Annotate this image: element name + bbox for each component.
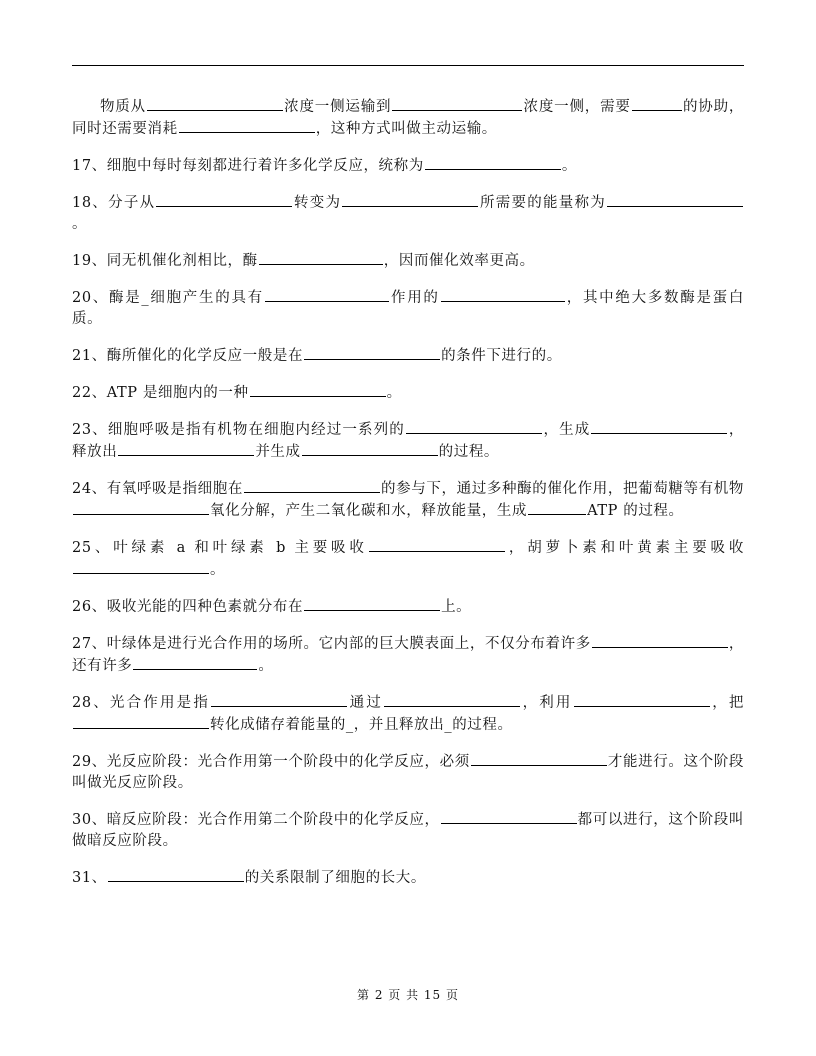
- question-30: 30、暗反应阶段：光合作用第二个阶段中的化学反应， 都可以进行，这个阶段叫做暗反应阶段。: [72, 809, 744, 852]
- answer-blank[interactable]: [265, 287, 389, 302]
- answer-blank[interactable]: [607, 192, 743, 207]
- answer-blank[interactable]: [118, 441, 254, 456]
- answer-blank[interactable]: [574, 692, 710, 707]
- question-16: 物质从 浓度一侧运输到 浓度一侧，需要 的协助，同时还需要消耗 ，这种方式叫做主动运输。: [72, 96, 744, 140]
- answer-blank[interactable]: [73, 500, 209, 515]
- question-19: 19、同无机催化剂相比，酶 ，因而催化效率更高。: [72, 250, 744, 272]
- answer-blank[interactable]: [528, 500, 586, 515]
- question-23: 23、细胞呼吸是指有机物在细胞内经过一系列的 ，生成 ，释放出 并生成 的过程。: [72, 419, 744, 463]
- question-24: 24、有氧呼吸是指细胞在 的参与下，通过多种酶的催化作用，把葡萄糖等有机物氧化分解，产生二氧化碳和水，释放能量，生成 ATP 的过程。: [72, 478, 744, 522]
- answer-blank[interactable]: [147, 96, 283, 111]
- answer-blank[interactable]: [591, 419, 727, 434]
- answer-blank[interactable]: [133, 655, 257, 670]
- answer-blank[interactable]: [392, 96, 522, 111]
- answer-blank[interactable]: [108, 867, 244, 882]
- worksheet-body: [72, 96, 744, 904]
- question-17: 17、细胞中每时每刻都进行着许多化学反应，统称为 。: [72, 155, 744, 177]
- question-29: 29、光反应阶段：光合作用第一个阶段中的化学反应，必须 才能进行。这个阶段叫做光反应阶段。: [72, 751, 744, 794]
- answer-blank[interactable]: [471, 751, 607, 766]
- question-25: 25、叶绿素 a 和叶绿素 b 主要吸收 ，胡萝卜素和叶黄素主要吸收。: [72, 537, 744, 581]
- question-28: 28、光合作用是指 通过 ，利用 ，把转化成储存着能量的_，并且释放出_的过程。: [72, 692, 744, 736]
- answer-blank[interactable]: [304, 345, 440, 360]
- answer-blank[interactable]: [73, 714, 209, 729]
- answer-blank[interactable]: [592, 633, 728, 648]
- answer-blank[interactable]: [179, 118, 315, 133]
- answer-blank[interactable]: [304, 596, 440, 611]
- question-31: 31、 的关系限制了细胞的长大。: [72, 867, 744, 889]
- answer-blank[interactable]: [406, 419, 542, 434]
- question-20: 20、酶是_细胞产生的具有 作用的 ，其中绝大多数酶是蛋白质。: [72, 287, 744, 330]
- answer-blank[interactable]: [73, 559, 209, 574]
- answer-blank[interactable]: [425, 155, 561, 170]
- answer-blank[interactable]: [302, 441, 438, 456]
- answer-blank[interactable]: [632, 96, 682, 111]
- question-21: 21、酶所催化的化学反应一般是在 的条件下进行的。: [72, 345, 744, 367]
- question-27: 27、叶绿体是进行光合作用的场所。它内部的巨大膜表面上，不仅分布着许多 ，还有许多 。: [72, 633, 744, 677]
- answer-blank[interactable]: [211, 692, 347, 707]
- answer-blank[interactable]: [384, 692, 520, 707]
- answer-blank[interactable]: [259, 250, 383, 265]
- question-18: 18、分子从 转变为 所需要的能量称为。: [72, 192, 744, 235]
- page-number: 第 2 页 共 15 页: [357, 988, 459, 1002]
- answer-blank[interactable]: [250, 382, 386, 397]
- answer-blank[interactable]: [441, 287, 565, 302]
- answer-blank[interactable]: [441, 809, 577, 824]
- answer-blank[interactable]: [244, 478, 380, 493]
- answer-blank[interactable]: [369, 537, 505, 552]
- answer-blank[interactable]: [342, 192, 478, 207]
- question-22: 22、ATP 是细胞内的一种 。: [72, 382, 744, 404]
- header-rule: [72, 65, 744, 66]
- question-26: 26、吸收光能的四种色素就分布在 上。: [72, 596, 744, 618]
- answer-blank[interactable]: [156, 192, 292, 207]
